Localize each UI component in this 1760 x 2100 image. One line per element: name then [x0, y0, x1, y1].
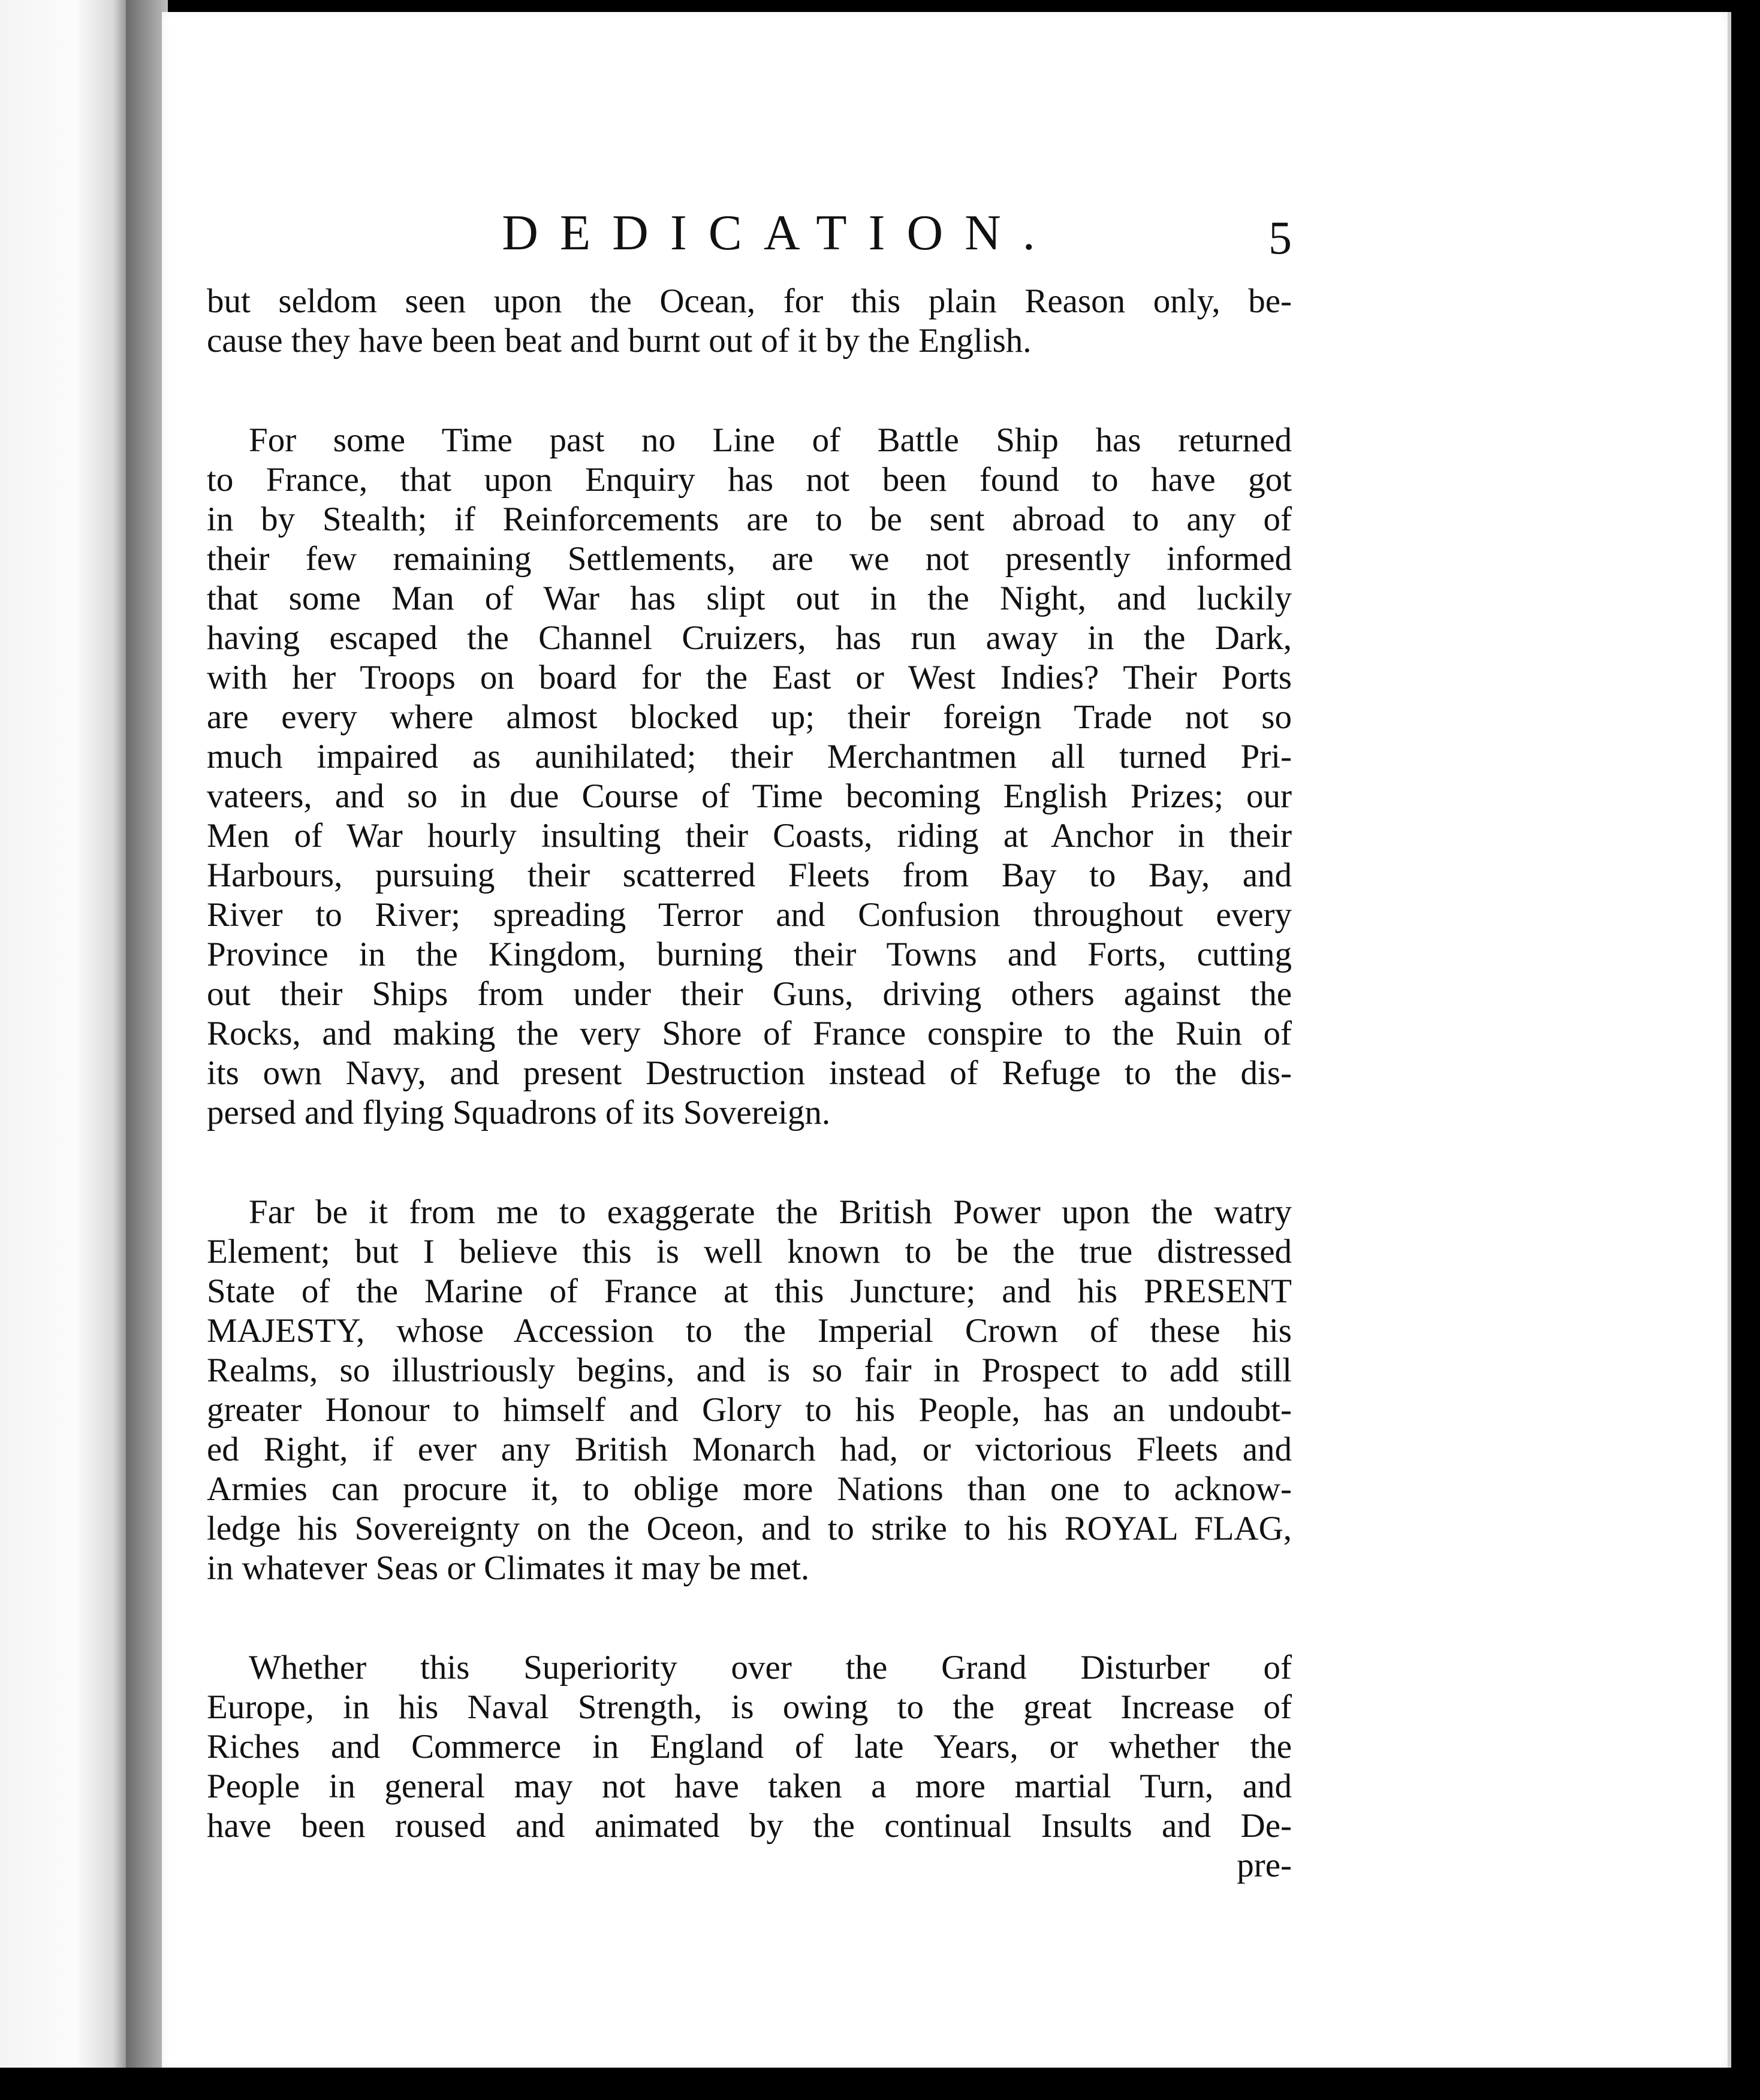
text-line: Whether this Superiority over the Grand Disturber of [249, 1649, 1292, 1686]
text-line: Armies can procure it, to oblige more Nations than one to acknow- [207, 1470, 1292, 1508]
text-line: MAJESTY, whose Accession to the Imperial Crown of these his [207, 1312, 1292, 1350]
text-line: having escaped the Channel Cruizers, has run away in the Dark, [207, 619, 1292, 657]
paragraph-2 [207, 421, 1292, 1133]
text-line: much impaired as aunihilated; their Merchantmen all turned Pri- [207, 738, 1292, 776]
running-head: DEDICATION. [502, 205, 1057, 261]
catchword: pre- [1237, 1846, 1292, 1884]
text-line: are every where almost blocked up; their foreign Trade not so [207, 698, 1292, 736]
text-line: in by Stealth; if Reinforcements are to be sent abroad to any of [207, 500, 1292, 538]
text-line: River to River; spreading Terror and Confusion throughout every [207, 896, 1292, 934]
facing-page-edge [0, 0, 126, 2080]
scan-edge-bottom [0, 2068, 1760, 2100]
text-line: with her Troops on board for the East or West Indies? Their Ports [207, 659, 1292, 696]
page-header [207, 204, 1292, 282]
page-number: 5 [1268, 212, 1292, 264]
text-line: out their Ships from under their Guns, driving others against the [207, 975, 1292, 1013]
text-line: For some Time past no Line of Battle Ship has returned [249, 421, 1292, 459]
text-line: Element; but I believe this is well known to be the true distressed [207, 1233, 1292, 1271]
text-line: Province in the Kingdom, burning their Towns and Forts, cutting [207, 936, 1292, 973]
text-block [207, 204, 1292, 1885]
text-line: Rocks, and making the very Shore of France conspire to the Ruin of [207, 1015, 1292, 1052]
text-line: but seldom seen upon the Ocean, for this plain Reason only, be- [207, 282, 1292, 320]
text-line: Europe, in his Naval Strength, is owing to the great Increase of [207, 1688, 1292, 1726]
paragraph-3 [207, 1193, 1292, 1588]
text-line: ledge his Sovereignty on the Oceon, and to strike to his ROYAL FLAG, [207, 1510, 1292, 1547]
scan-edge-top [0, 0, 1760, 13]
text-line: State of the Marine of France at this Juncture; and his PRESENT [207, 1272, 1292, 1310]
text-line: Realms, so illustriously begins, and is so fair in Prospect to add still [207, 1351, 1292, 1389]
text-line: People in general may not have taken a more martial Turn, and [207, 1767, 1292, 1805]
text-line: that some Man of War has slipt out in the Night, and luckily [207, 580, 1292, 617]
paragraph-4 [207, 1648, 1292, 1885]
text-line: Harbours, pursuing their scatterred Fleets from Bay to Bay, and [207, 856, 1292, 894]
text-line: cause they have been beat and burnt out of it by the English. [207, 322, 1032, 360]
text-line: to France, that upon Enquiry has not been found to have got [207, 461, 1292, 499]
text-line: vateers, and so in due Course of Time becoming English Prizes; our [207, 777, 1292, 815]
text-line: in whatever Seas or Climates it may be met. [207, 1549, 810, 1587]
text-line: Men of War hourly insulting their Coasts, riding at Anchor in their [207, 817, 1292, 855]
text-line: its own Navy, and present Destruction instead of Refuge to the dis- [207, 1054, 1292, 1092]
text-line: persed and flying Squadrons of its Sovereign. [207, 1094, 831, 1132]
text-line: their few remaining Settlements, are we not presently informed [207, 540, 1292, 578]
text-line: have been roused and animated by the continual Insults and De- [207, 1807, 1292, 1845]
paragraph-1 [207, 282, 1292, 361]
text-line: Riches and Commerce in England of late Years, or whether the [207, 1728, 1292, 1766]
text-line: greater Honour to himself and Glory to his People, has an undoubt- [207, 1391, 1292, 1429]
text-line: Far be it from me to exaggerate the British Power upon the watry [249, 1193, 1292, 1231]
text-line: ed Right, if ever any British Monarch had, or victorious Fleets and [207, 1431, 1292, 1468]
